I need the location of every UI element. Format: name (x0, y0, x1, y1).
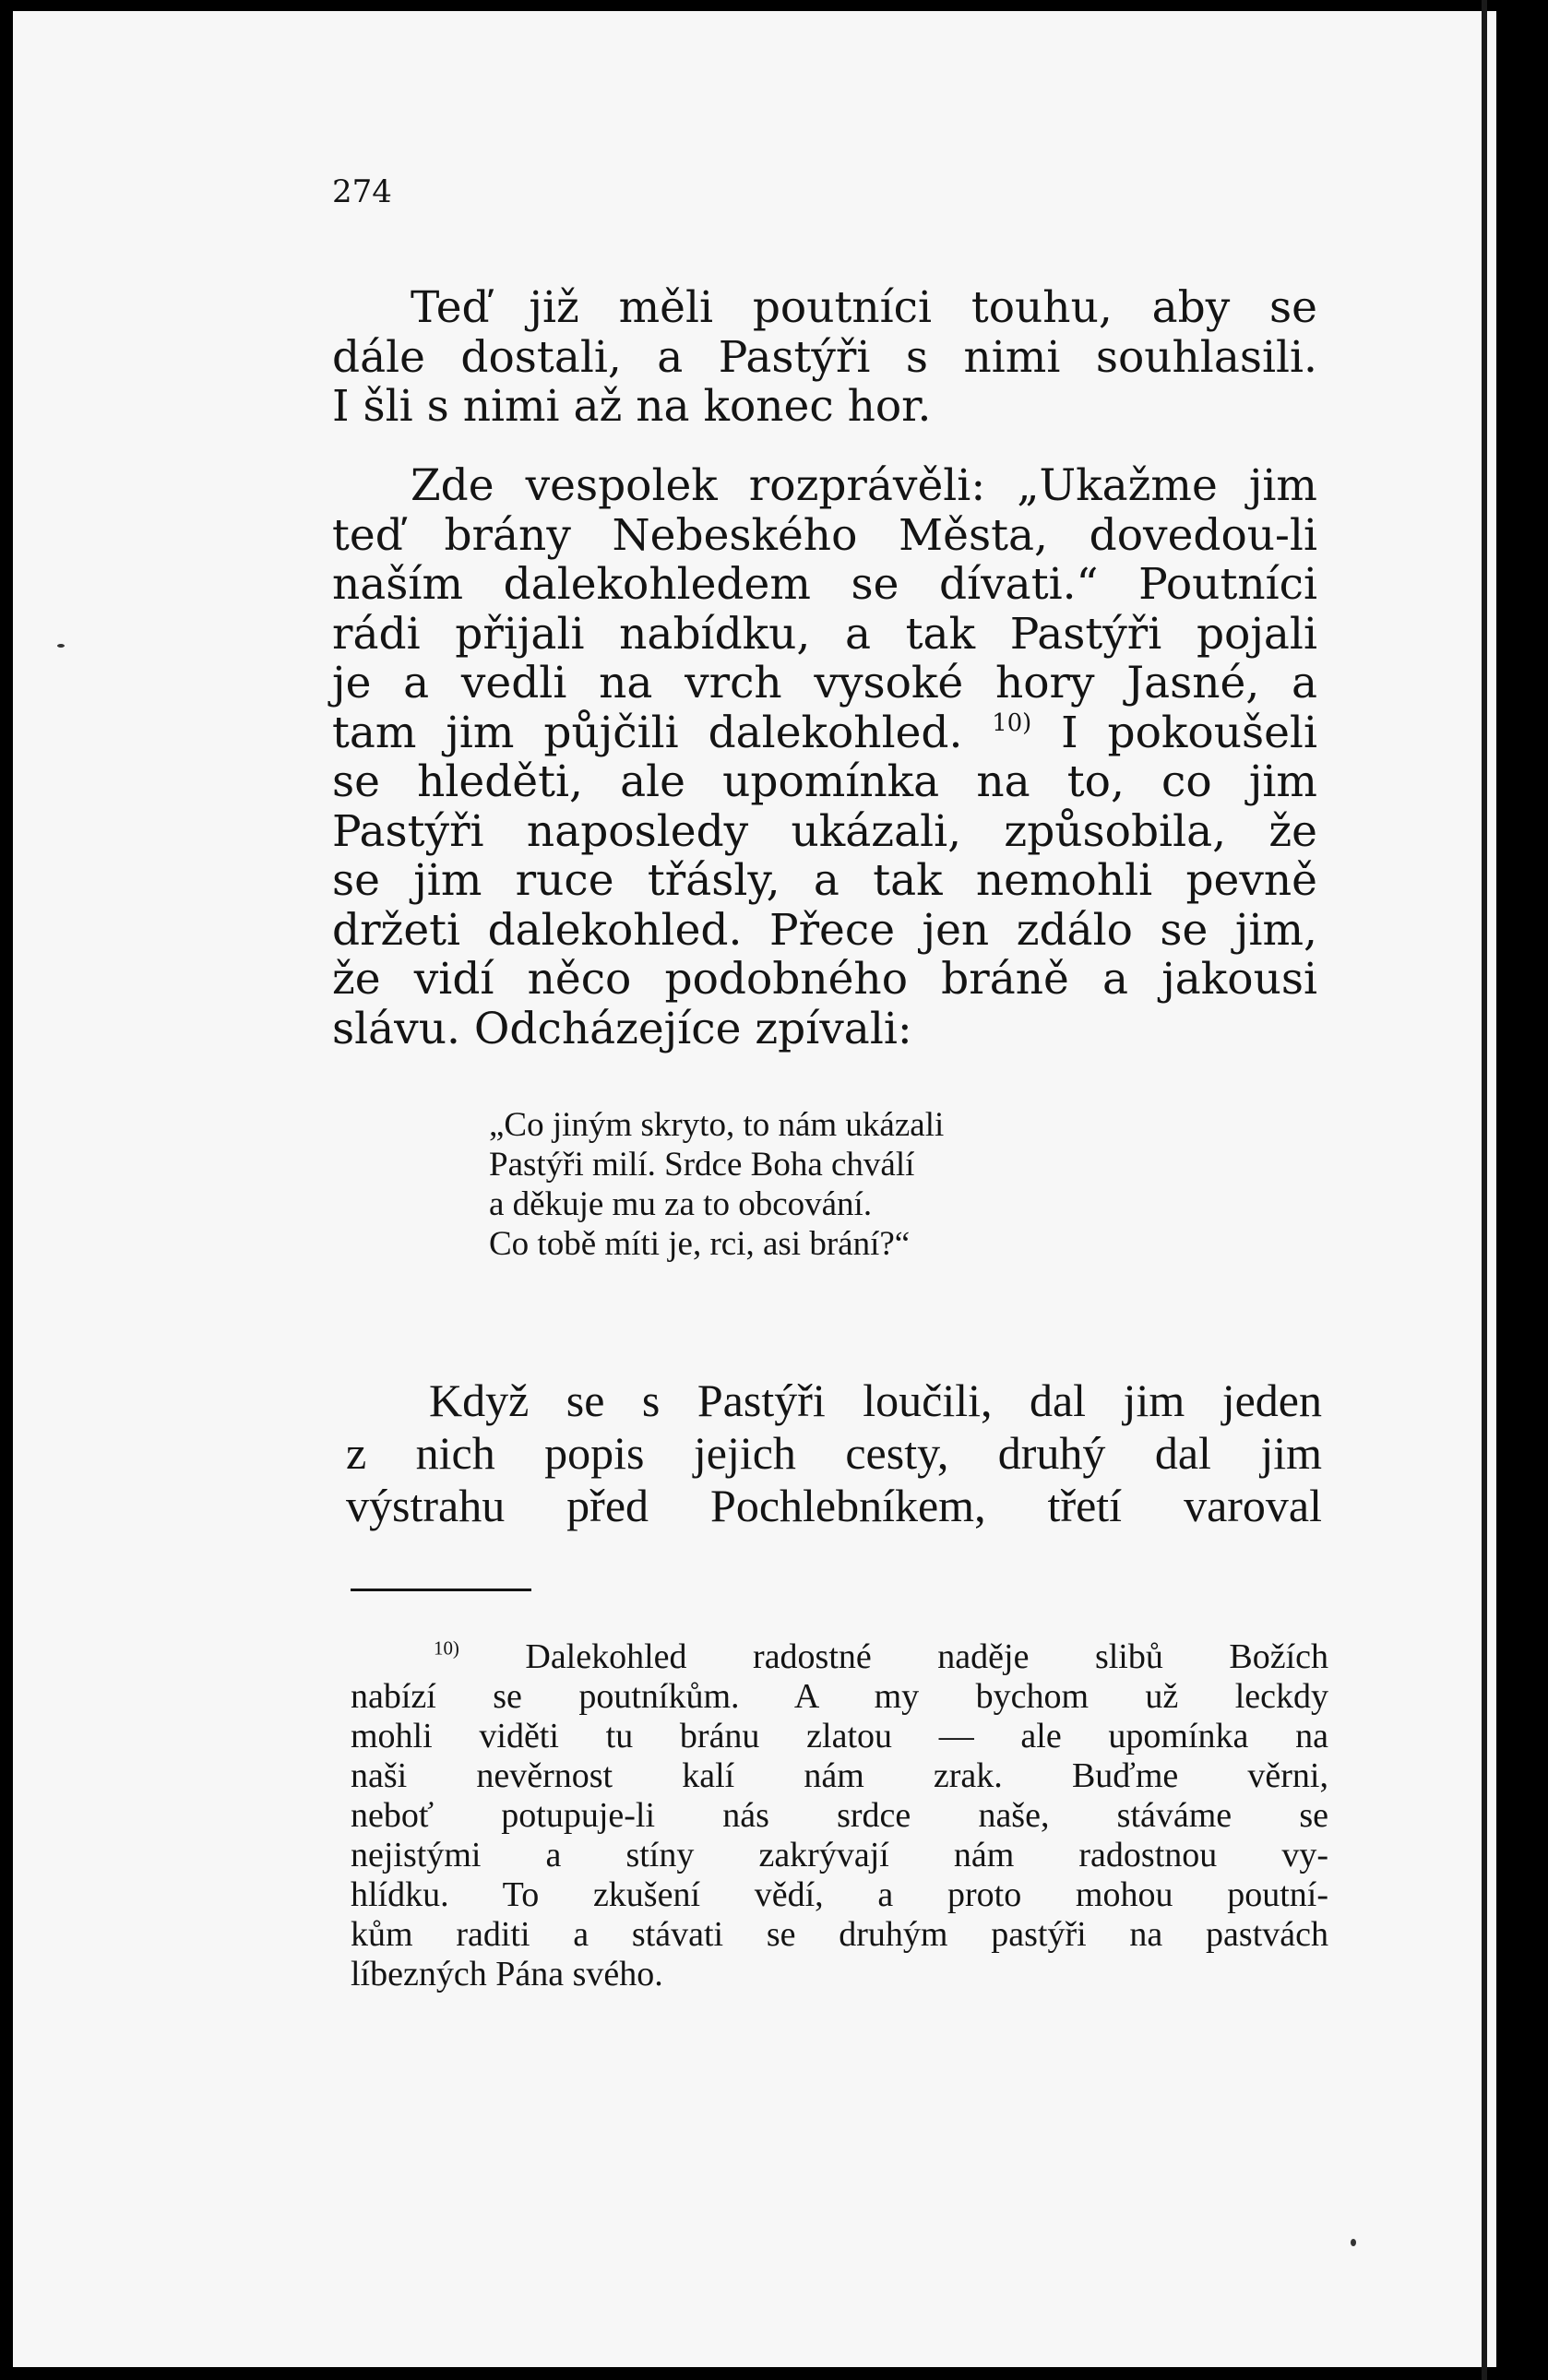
text-line: výstrahu před Pochlebníkem, třetí varoval (346, 1480, 1322, 1531)
scan-speck (1351, 2239, 1356, 2246)
text-line: že vidí něco podobného bráně a jakousi (332, 954, 1317, 1005)
footnote-line: nejistými a stíny zakrývají nám radostnou vy- (351, 1836, 1328, 1874)
text-line: se hleděti, ale upomínka na to, co jim (332, 756, 1317, 807)
text-line: Zde vespolek rozprávěli: „Ukažme jim (411, 460, 1317, 511)
text-line: držeti dalekohled. Přece jen zdálo se jim, (332, 904, 1317, 956)
text-line: Pastýři naposledy ukázali, způsobila, že (332, 805, 1317, 857)
text-line-with-footnote (332, 708, 1317, 758)
scan-border-right-line (1482, 0, 1487, 2380)
footnote-line: neboť potupuje-li nás srdce naše, stáváme se (351, 1796, 1328, 1835)
text-line: z nich popis jejich cesty, druhý dal jim (346, 1427, 1322, 1479)
text-line: I šli s nimi až na konec hor. (332, 381, 932, 432)
footnote-line: naši nevěrnost kalí nám zrak. Buďme věrni, (351, 1756, 1328, 1795)
footnote-line: mohli viděti tu bránu zlatou — ale upomínka na (351, 1717, 1328, 1755)
footnote-line: kům raditi a stávati se druhým pastýři na pastvách (351, 1915, 1328, 1954)
scan-border-top (0, 0, 1548, 11)
paragraph-2 (332, 461, 1317, 1053)
footnote-line (351, 1637, 1328, 1677)
text-line: je a vedli na vrch vysoké hory Jasné, a (332, 658, 1317, 708)
text-segment: tam jim půjčili dalekohled. (332, 707, 963, 758)
footnote-reference: 10) (992, 708, 1032, 737)
footnote-line: hlídku. To zkušení vědí, a proto mohou poutní- (351, 1875, 1328, 1914)
poem-line: a děkuje mu za to obcování. (489, 1185, 873, 1223)
footnote-line: líbezných Pána svého. (351, 1955, 663, 1993)
footnote (351, 1637, 1328, 1994)
text-line: naším dalekohledem se dívati.“ Poutníci (332, 559, 1317, 610)
text-line: slávu. Odcházejíce zpívali: (332, 1003, 912, 1054)
paragraph-1 (332, 283, 1317, 432)
scan-speck (57, 644, 65, 648)
scan-border-bottom (0, 2367, 1548, 2380)
text-line: rádi přijali nabídku, a tak Pastýři pojali (332, 608, 1317, 660)
footnote-line: nabízí se poutníkům. A my bychom už leckdy (351, 1677, 1328, 1716)
scan-border-left (0, 0, 13, 2380)
text-line: Když se s Pastýři loučili, dal jim jeden (429, 1374, 1322, 1426)
poem-line: Pastýři milí. Srdce Boha chválí (489, 1146, 915, 1184)
poem-line: Co tobě míti je, rci, asi brání?“ (489, 1225, 911, 1263)
poem-verse (489, 1105, 944, 1264)
text-segment: I pokoušeli (1061, 707, 1317, 758)
scan-border-right (1496, 0, 1548, 2380)
footnote-marker: 10) (434, 1636, 459, 1660)
paragraph-3 (346, 1374, 1322, 1532)
poem-line: „Co jiným skryto, to nám ukázali (489, 1106, 945, 1144)
text-line: se jim ruce třásly, a tak nemohli pevně (332, 855, 1317, 906)
page-number: 274 (332, 173, 392, 210)
text-line: Teď již měli poutníci touhu, aby se (411, 282, 1317, 333)
footnote-text: Dalekohled radostné naděje slibů Božích (525, 1637, 1328, 1676)
text-line: dále dostali, a Pastýři s nimi souhlasili. (332, 331, 1317, 383)
footnote-divider (351, 1589, 531, 1591)
text-line: teď brány Nebeského Města, dovedou-li (332, 509, 1317, 561)
